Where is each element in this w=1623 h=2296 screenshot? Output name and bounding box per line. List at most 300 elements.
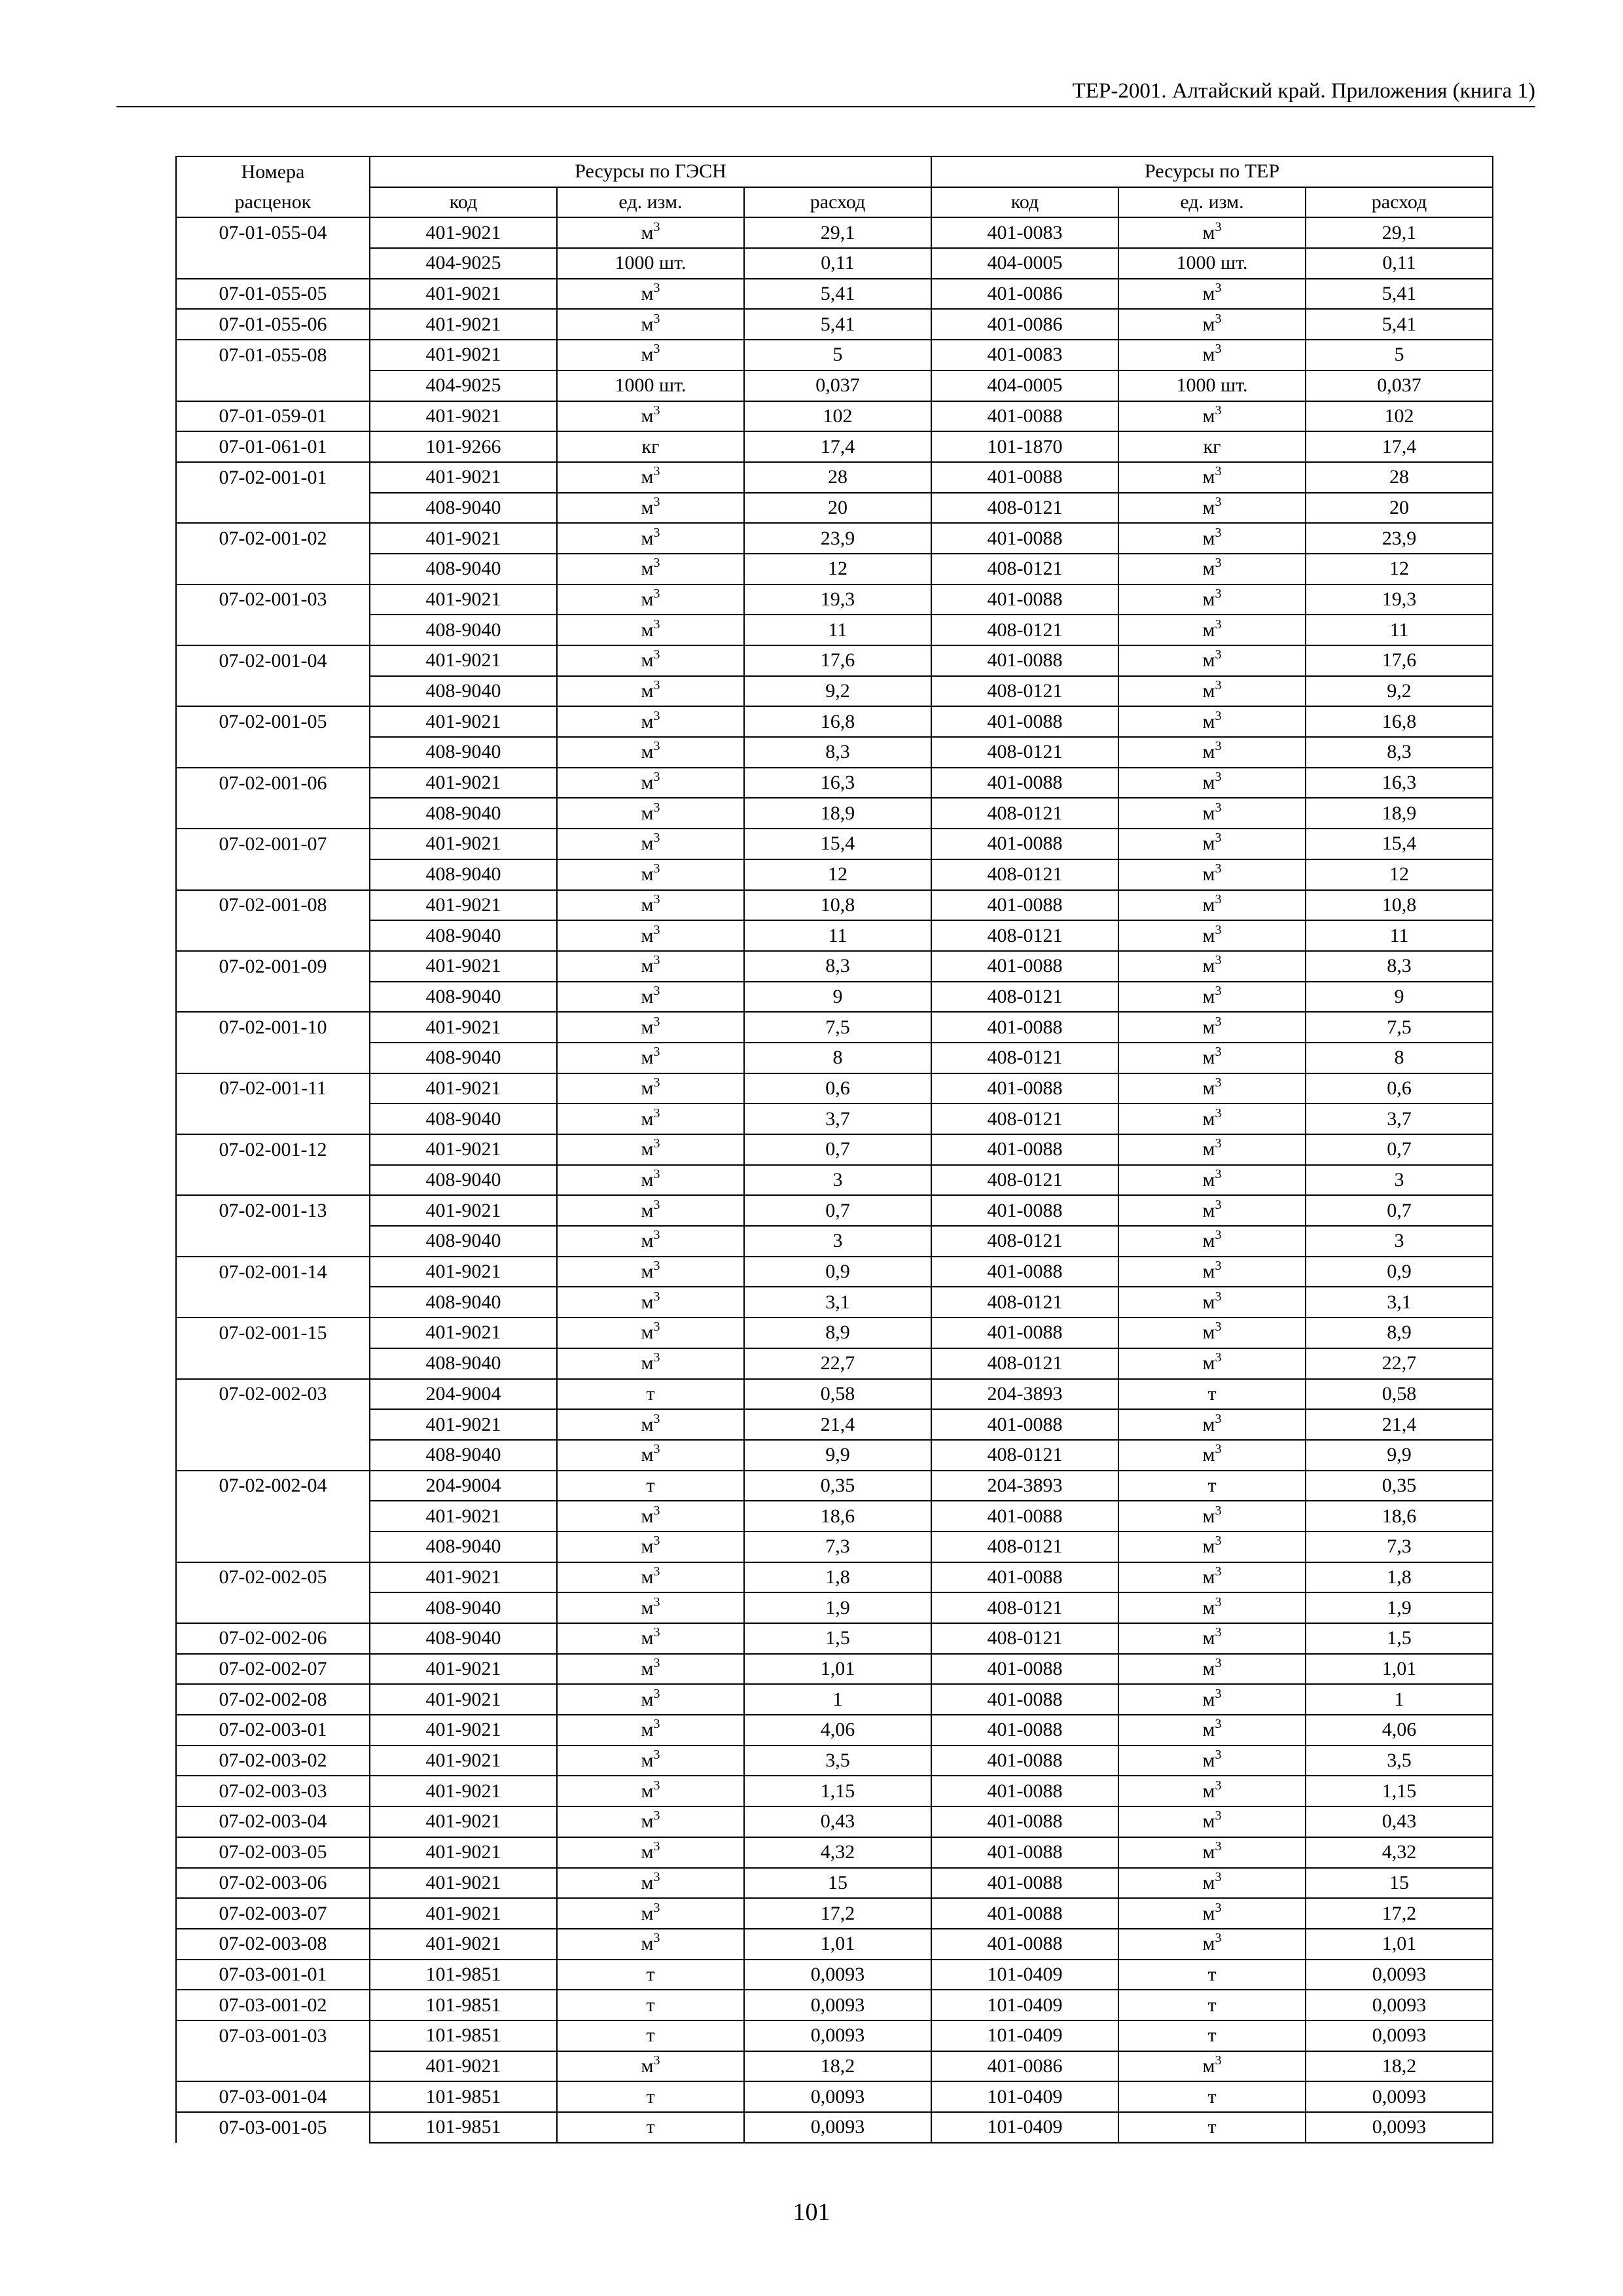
table-row [176, 462, 1493, 493]
gesn-code-text: 401-9021 [425, 313, 501, 335]
gesn-code [370, 370, 557, 401]
ter-code-text: 408-0121 [987, 1596, 1063, 1619]
rate-number [176, 1287, 370, 1318]
gesn-qty-text: 11 [828, 924, 847, 946]
unit-superscript: 3 [653, 678, 660, 693]
gesn-code [370, 1287, 557, 1318]
gesn-code [370, 1134, 557, 1165]
ter-code-text: 408-0121 [987, 802, 1063, 824]
gesn-qty [744, 1746, 931, 1776]
table-row [176, 1654, 1493, 1685]
ter-unit-text: м [1202, 1077, 1215, 1099]
unit-superscript: 3 [1215, 1197, 1222, 1212]
gesn-unit [557, 798, 744, 829]
unit-superscript: 3 [1215, 403, 1222, 418]
gesn-code-text: 401-9021 [425, 1321, 501, 1344]
rate-number [176, 1226, 370, 1257]
gesn-qty [744, 1043, 931, 1073]
gesn-qty-text: 3 [832, 1169, 843, 1191]
ter-unit-text: т [1207, 1963, 1217, 1985]
gesn-unit [557, 2020, 744, 2051]
table-row [176, 523, 1493, 554]
table-row [176, 1012, 1493, 1043]
gesn-code [370, 1195, 557, 1226]
ter-unit [1118, 737, 1306, 768]
ter-code-text: 408-0121 [987, 680, 1063, 702]
table-row [176, 554, 1493, 584]
ter-qty [1306, 1348, 1493, 1379]
gesn-qty-text: 11 [828, 619, 847, 641]
ter-unit [1118, 706, 1306, 737]
gesn-code [370, 1103, 557, 1134]
unit-superscript: 3 [653, 1503, 660, 1518]
unit-superscript: 3 [653, 1808, 660, 1823]
ter-qty [1306, 890, 1493, 921]
ter-code [931, 584, 1118, 615]
gesn-code-text: 408-9040 [425, 1596, 501, 1619]
table-row [176, 248, 1493, 279]
rate-number: 07-03-001-02 [176, 1990, 370, 2020]
gesn-unit-text: м [641, 1535, 654, 1558]
ter-qty [1306, 462, 1493, 493]
gesn-unit-text: м [641, 1902, 654, 1924]
ter-qty-text: 0,43 [1382, 1810, 1417, 1833]
ter-unit [1118, 1990, 1306, 2020]
ter-qty [1306, 982, 1493, 1013]
gesn-code-text: 408-9040 [425, 680, 501, 702]
rate-number: 07-02-001-06 [176, 768, 370, 798]
ter-code [931, 462, 1118, 493]
ter-unit-text: м [1202, 772, 1215, 794]
ter-unit-text: м [1202, 1352, 1215, 1374]
gesn-code-text: 401-9021 [425, 1138, 501, 1160]
ter-qty [1306, 768, 1493, 798]
gesn-code [370, 1440, 557, 1471]
gesn-unit-text: м [641, 1352, 654, 1374]
ter-qty-text: 8,3 [1387, 955, 1412, 977]
gesn-unit [557, 1073, 744, 1104]
gesn-qty [744, 1501, 931, 1532]
gesn-qty [744, 706, 931, 737]
ter-code [931, 1134, 1118, 1165]
ter-unit [1118, 1134, 1306, 1165]
page-number: 101 [793, 2198, 830, 2226]
ter-unit-text: м [1202, 985, 1215, 1007]
gesn-unit-text: м [641, 1261, 654, 1283]
ter-qty-text: 1,5 [1387, 1627, 1412, 1649]
ter-code-text: 408-0121 [987, 1444, 1063, 1466]
ter-qty [1306, 217, 1493, 248]
gesn-qty [744, 340, 931, 370]
ter-code [931, 1043, 1118, 1073]
unit-superscript: 3 [1215, 1289, 1222, 1304]
gesn-unit [557, 1195, 744, 1226]
unit-superscript: 3 [653, 1014, 660, 1029]
ter-code-text: 408-0121 [987, 558, 1063, 580]
ter-qty-text: 0,7 [1387, 1199, 1412, 1221]
gesn-unit [557, 1868, 744, 1899]
ter-code [931, 1318, 1118, 1348]
rate-number [176, 1165, 370, 1196]
gesn-code-text: 408-9040 [425, 863, 501, 886]
gesn-code [370, 1868, 557, 1899]
gesn-unit-text: м [641, 619, 654, 641]
ter-unit-text: м [1202, 1444, 1215, 1466]
ter-unit-text: 1000 шт. [1176, 374, 1248, 397]
gesn-code [370, 1043, 557, 1073]
table-row [176, 1562, 1493, 1593]
gesn-code [370, 1409, 557, 1440]
unit-superscript: 3 [653, 464, 660, 479]
gesn-qty [744, 279, 931, 310]
ter-code-text: 401-0088 [987, 1138, 1063, 1160]
gesn-code [370, 217, 557, 248]
rate-number: 07-02-001-07 [176, 829, 370, 859]
gesn-unit-text: м [641, 1566, 654, 1588]
ter-qty-text: 4,06 [1382, 1719, 1417, 1741]
gesn-code [370, 1715, 557, 1746]
gesn-code [370, 1837, 557, 1868]
gesn-unit-text: м [641, 221, 654, 243]
unit-superscript: 3 [1215, 922, 1222, 937]
gesn-code-text: 408-9040 [425, 1352, 501, 1374]
ter-qty-text: 0,6 [1387, 1077, 1412, 1099]
table-row [176, 1471, 1493, 1501]
gesn-qty [744, 1012, 931, 1043]
unit-superscript: 3 [1215, 1534, 1222, 1549]
ter-code-text: 401-0088 [987, 1321, 1063, 1344]
gesn-unit [557, 1501, 744, 1532]
gesn-code-text: 401-9021 [425, 710, 501, 732]
ter-unit-text: м [1202, 1169, 1215, 1191]
gesn-qty [744, 1868, 931, 1899]
ter-qty [1306, 1379, 1493, 1410]
gesn-code-text: 408-9040 [425, 1107, 501, 1130]
ter-qty [1306, 1990, 1493, 2020]
gesn-code-text: 401-9021 [425, 1841, 501, 1863]
ter-qty-text: 3,1 [1387, 1291, 1412, 1313]
gesn-unit-text: м [641, 924, 654, 946]
gesn-unit [557, 1318, 744, 1348]
gesn-unit-text: м [641, 1505, 654, 1527]
table-row [176, 370, 1493, 401]
ter-qty-text: 20 [1389, 496, 1409, 518]
ter-unit-text: м [1202, 924, 1215, 946]
gesn-code-text: 408-9040 [425, 802, 501, 824]
gesn-unit [557, 1532, 744, 1562]
gesn-code [370, 1073, 557, 1104]
ter-unit [1118, 1195, 1306, 1226]
gesn-code [370, 431, 557, 462]
gesn-qty [744, 982, 931, 1013]
ter-code-text: 408-0121 [987, 985, 1063, 1007]
ter-code [931, 217, 1118, 248]
ter-unit-text: м [1202, 1658, 1215, 1680]
gesn-unit-text: 1000 шт. [615, 252, 687, 274]
ter-unit-text: м [1202, 558, 1215, 580]
ter-qty-text: 102 [1384, 404, 1414, 427]
gesn-code-text: 401-9021 [425, 1413, 501, 1435]
ter-unit-text: м [1202, 1871, 1215, 1893]
ter-qty [1306, 431, 1493, 462]
head-num-top: Номера [176, 156, 370, 187]
gesn-unit [557, 1746, 744, 1776]
rate-number [176, 982, 370, 1013]
ter-qty [1306, 676, 1493, 707]
table-row [176, 1837, 1493, 1868]
unit-superscript: 3 [1215, 831, 1222, 846]
rate-number: 07-02-001-09 [176, 951, 370, 982]
ter-code [931, 1532, 1118, 1562]
gesn-qty-text: 0,037 [815, 374, 860, 397]
ter-code-text: 408-0121 [987, 1169, 1063, 1191]
ter-code-text: 408-0121 [987, 1047, 1063, 1069]
ter-qty-text: 17,2 [1382, 1902, 1417, 1924]
unit-superscript: 3 [653, 342, 660, 357]
ter-qty [1306, 2051, 1493, 2082]
gesn-qty [744, 615, 931, 645]
ter-unit [1118, 829, 1306, 859]
gesn-qty [744, 1287, 931, 1318]
gesn-unit [557, 951, 744, 982]
rate-number: 07-02-003-04 [176, 1806, 370, 1837]
ter-code [931, 2020, 1118, 2051]
gesn-qty-text: 3,5 [825, 1749, 850, 1772]
ter-unit-text: м [1202, 649, 1215, 672]
ter-code-text: 401-0086 [987, 283, 1063, 305]
gesn-qty [744, 1776, 931, 1806]
unit-superscript: 3 [1215, 1686, 1222, 1701]
gesn-unit-text: м [641, 985, 654, 1007]
gesn-unit [557, 1043, 744, 1073]
unit-superscript: 3 [653, 891, 660, 906]
ter-unit-text: м [1202, 1138, 1215, 1160]
ter-unit [1118, 2020, 1306, 2051]
ter-qty [1306, 584, 1493, 615]
ter-code [931, 1409, 1118, 1440]
ter-qty [1306, 1501, 1493, 1532]
ter-qty-text: 12 [1389, 863, 1409, 886]
rate-number [176, 920, 370, 951]
gesn-qty [744, 951, 931, 982]
gesn-qty-text: 15 [828, 1871, 847, 1893]
gesn-unit-text: м [641, 955, 654, 977]
ter-unit [1118, 2112, 1306, 2143]
ter-qty [1306, 279, 1493, 310]
ter-unit-text: м [1202, 466, 1215, 488]
ter-qty [1306, 1318, 1493, 1348]
ter-code-text: 401-0088 [987, 1780, 1063, 1802]
ter-unit-text: т [1207, 2024, 1217, 2047]
ter-code [931, 1195, 1118, 1226]
ter-qty [1306, 1532, 1493, 1562]
unit-superscript: 3 [1215, 1075, 1222, 1090]
group-gesn-header: Ресурсы по ГЭСН [370, 156, 931, 187]
gesn-unit-text: м [641, 496, 654, 518]
unit-superscript: 3 [653, 1534, 660, 1549]
ter-code [931, 920, 1118, 951]
gesn-qty [744, 1073, 931, 1104]
gesn-qty-text: 1 [832, 1688, 843, 1710]
gesn-code-text: 401-9021 [425, 772, 501, 794]
gesn-qty-text: 0,43 [820, 1810, 855, 1833]
ter-code [931, 1776, 1118, 1806]
unit-superscript: 3 [653, 1717, 660, 1732]
gesn-qty [744, 1562, 931, 1593]
ter-unit-text: м [1202, 344, 1215, 366]
gesn-code [370, 1990, 557, 2020]
rate-number [176, 859, 370, 890]
gesn-code [370, 1929, 557, 1960]
rate-number [176, 1501, 370, 1532]
ter-unit [1118, 1806, 1306, 1837]
gesn-qty-text: 9,2 [825, 680, 850, 702]
ter-qty-text: 17,6 [1382, 649, 1417, 672]
ter-qty-text: 3,5 [1387, 1749, 1412, 1772]
ter-unit [1118, 1898, 1306, 1929]
ter-code [931, 1960, 1118, 1990]
unit-superscript: 3 [1215, 1411, 1222, 1426]
ter-code [931, 829, 1118, 859]
gesn-code [370, 1562, 557, 1593]
unit-superscript: 3 [653, 861, 660, 876]
ter-unit [1118, 1440, 1306, 1471]
gesn-code [370, 645, 557, 676]
ter-unit [1118, 370, 1306, 401]
gesn-code-text: 101-9851 [425, 1994, 501, 2016]
resources-table-body [176, 217, 1493, 2142]
table-row [176, 1226, 1493, 1257]
rate-number: 07-01-055-04 [176, 217, 370, 248]
gesn-qty [744, 1471, 931, 1501]
unit-superscript: 3 [1215, 1105, 1222, 1121]
gesn-unit-text: м [641, 344, 654, 366]
gesn-unit-text: 1000 шт. [615, 374, 687, 397]
gesn-unit [557, 1134, 744, 1165]
gesn-unit-text: м [641, 1810, 654, 1833]
unit-superscript: 3 [653, 1075, 660, 1090]
ter-code [931, 1440, 1118, 1471]
ter-code-text: 401-0088 [987, 1933, 1063, 1955]
gesn-qty-text: 17,6 [820, 649, 855, 672]
ter-code-text: 101-0409 [987, 2085, 1063, 2108]
ter-code-text: 401-0088 [987, 1413, 1063, 1435]
ter-code-text: 401-0088 [987, 710, 1063, 732]
ter-qty [1306, 493, 1493, 524]
table-row [176, 1684, 1493, 1715]
ter-code [931, 1348, 1118, 1379]
gesn-unit [557, 1592, 744, 1623]
ter-qty-text: 9,9 [1387, 1444, 1412, 1466]
unit-superscript: 3 [653, 708, 660, 723]
ter-qty [1306, 1806, 1493, 1837]
ter-qty [1306, 1440, 1493, 1471]
gesn-unit-text: м [641, 1321, 654, 1344]
unit-superscript: 3 [1215, 770, 1222, 785]
ter-code-text: 401-0088 [987, 1261, 1063, 1283]
table-row [176, 1898, 1493, 1929]
ter-qty [1306, 645, 1493, 676]
gesn-unit-text: м [641, 649, 654, 672]
ter-qty-text: 7,5 [1387, 1016, 1412, 1038]
unit-superscript: 3 [653, 739, 660, 754]
gesn-qty [744, 1837, 931, 1868]
gesn-qty [744, 1165, 931, 1196]
gesn-unit-text: т [646, 1382, 655, 1405]
gesn-unit [557, 2112, 744, 2143]
unit-superscript: 3 [653, 1045, 660, 1060]
ter-qty-text: 0,0093 [1372, 2024, 1427, 2047]
gesn-qty-text: 10,8 [820, 893, 855, 916]
gesn-unit-text: м [641, 1047, 654, 1069]
rate-number: 07-02-002-05 [176, 1562, 370, 1593]
ter-unit [1118, 2081, 1306, 2112]
ter-unit [1118, 1348, 1306, 1379]
unit-superscript: 3 [1215, 219, 1222, 234]
gesn-code [370, 920, 557, 951]
table-row [176, 1990, 1493, 2020]
ter-unit [1118, 584, 1306, 615]
ter-code-text: 408-0121 [987, 1230, 1063, 1252]
ter-qty [1306, 951, 1493, 982]
gesn-code [370, 340, 557, 370]
gesn-qty-text: 16,8 [820, 710, 855, 732]
gesn-code [370, 676, 557, 707]
gesn-unit-text: м [641, 588, 654, 610]
gesn-code-text: 401-9021 [425, 466, 501, 488]
gesn-unit-text: м [641, 1933, 654, 1955]
gesn-qty [744, 217, 931, 248]
gesn-code [370, 1257, 557, 1287]
rate-number: 07-02-003-06 [176, 1868, 370, 1899]
table-row [176, 859, 1493, 890]
gesn-qty [744, 1654, 931, 1685]
ter-qty-text: 1,9 [1387, 1596, 1412, 1619]
ter-qty-text: 0,11 [1382, 252, 1416, 274]
ter-code-text: 408-0121 [987, 496, 1063, 518]
unit-superscript: 3 [653, 1442, 660, 1457]
gesn-qty-text: 1,8 [825, 1566, 850, 1588]
ter-qty-text: 0,0093 [1372, 1963, 1427, 1985]
gesn-qty [744, 920, 931, 951]
rate-number: 07-02-001-08 [176, 890, 370, 921]
unit-superscript: 3 [653, 1350, 660, 1365]
unit-superscript: 3 [1215, 617, 1222, 632]
gesn-code [370, 859, 557, 890]
gesn-code-text: 408-9040 [425, 558, 501, 580]
ter-unit-text: м [1202, 802, 1215, 824]
header-row-groups [176, 156, 1493, 187]
ter-code [931, 1471, 1118, 1501]
unit-superscript: 3 [1215, 891, 1222, 906]
gesn-code-text: 401-9021 [425, 1658, 501, 1680]
gesn-qty-text: 3 [832, 1230, 843, 1252]
gesn-unit-text: м [641, 710, 654, 732]
gesn-code [370, 1165, 557, 1196]
ter-qty-text: 16,3 [1382, 772, 1417, 794]
rate-number: 07-02-001-04 [176, 645, 370, 676]
ter-unit [1118, 2051, 1306, 2082]
ter-code-text: 401-0088 [987, 1749, 1063, 1772]
table-row [176, 890, 1493, 921]
ter-code-header: код [931, 187, 1118, 218]
ter-code-text: 404-0005 [987, 374, 1063, 397]
ter-code-text: 101-0409 [987, 1963, 1063, 1985]
gesn-code-text: 401-9021 [425, 955, 501, 977]
gesn-unit-text: м [641, 1016, 654, 1038]
gesn-qty-text: 8,3 [825, 741, 850, 763]
ter-qty-text: 11 [1389, 619, 1409, 641]
